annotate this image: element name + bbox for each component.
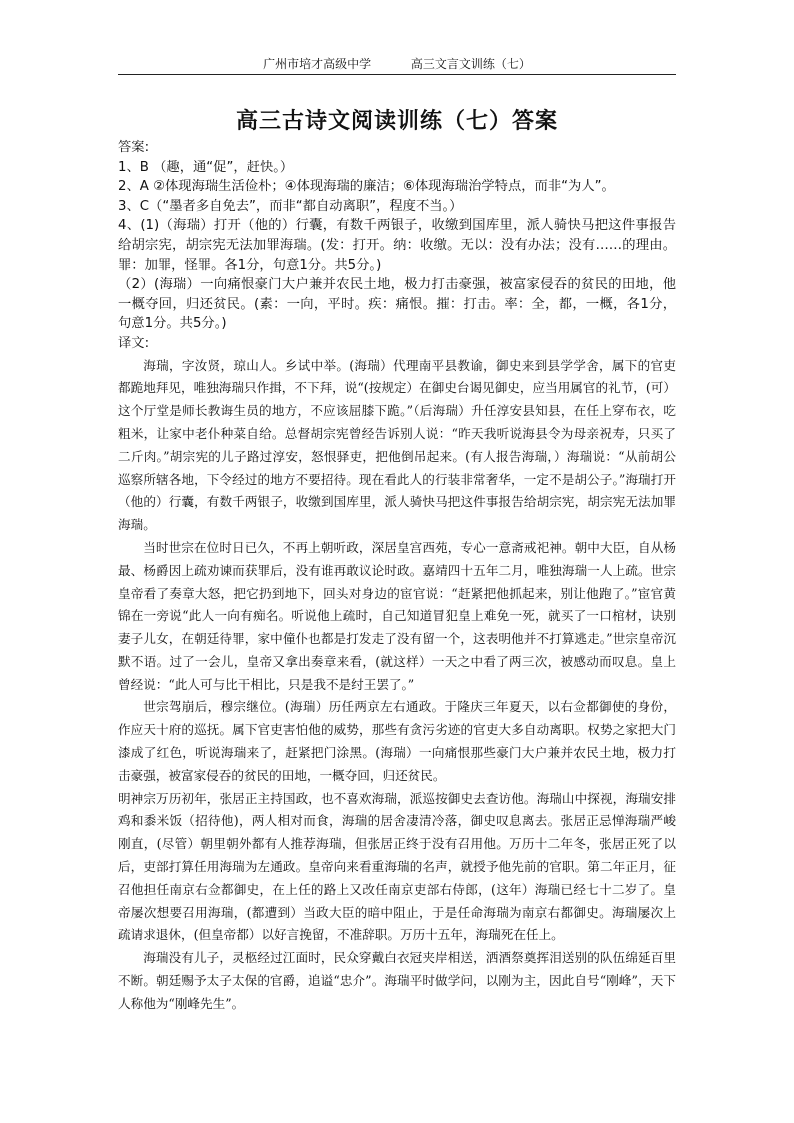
answer-item: 1、B （趣，通“促”，赶快。） <box>118 159 294 175</box>
answer-item: （2）(海瑞）一向痛恨豪门大户兼并农民土地，极力打击豪强，被富家侵吞的贫民的田地，他一概夺回，归还贫民。(素：一向，平时。疾：痛恨。摧：打击。率：全，都，一概，各1分，句意1分。共5分。) <box>118 277 676 332</box>
school-name: 广州市培才高级中学 <box>263 57 372 71</box>
translation-label: 译文: <box>118 335 150 351</box>
answers-section <box>118 138 676 334</box>
answer-item: 3、C（“墨者多自免去”，而非“都自动离职”，程度不当。） <box>118 198 463 214</box>
page-header <box>118 56 676 75</box>
page-title: 高三古诗文阅读训练（七）答案 <box>235 108 558 134</box>
translation-paragraph: 当时世宗在位时日已久，不再上朝听政，深居皇宫西苑，专心一意斋戒祀神。朝中大臣，自从杨最、杨爵因上疏劝谏而获罪后，没有谁再敢议论时政。嘉靖四十五年二月，唯独海瑞一人上疏。世宗皇帝看了奏章大怒，把它扔到地下，回头对身边的宦官说：“赶紧把他抓起来，别让他跑了。”宦官黄锦在一旁说“此人一向有痴名。听说他上疏时，自己知道冒犯皇上难免一死，就买了一口棺材，诀别妻子儿女，在朝廷待罪，家中僮仆也都是打发走了没有留一个，这表明他并不打算逃走。”世宗皇帝沉默不语。过了一会儿，皇帝又拿出奏章来看，(就这样）一天之中看了两三次，被感动而叹息。皇上曾经说：“此人可与比干相比，只是我不是纣王罢了。” <box>118 539 676 692</box>
document-name: 高三文言文训练（七） <box>410 57 531 71</box>
answers-label: 答案: <box>118 140 150 155</box>
translation-paragraph: 世宗驾崩后，穆宗继位。(海瑞）历任两京左右通政。于隆庆三年夏天，以右佥都御使的身份，作应天十府的巡抚。属下官吏害怕他的威势，那些有贪污劣迹的官吏大多自动离职。权势之家把大门漆成了红色，听说海瑞来了，赶紧把门涂黑。(海瑞）一向痛恨那些豪门大户兼并农民土地，极力打击豪强，被富家侵吞的贫民的田地，一概夺回，归还贫民。 <box>118 699 676 783</box>
translation-section <box>118 355 676 1016</box>
translation-paragraph: 海瑞，字汝贤，琼山人。乡试中举。(海瑞）代理南平县教谕，御史来到县学学舍，属下的官吏都跪地拜见，唯独海瑞只作揖，不下拜，说“(按规定）在御史台谒见御史，应当用属官的礼节，(可）这个厅堂是师长教诲生员的地方，不应该屈膝下跪。”（后海瑞）升任淳安县知县，在任上穿布衣，吃粗米，让家中老仆种菜自给。总督胡宗宪曾经告诉别人说：“昨天我听说海县令为母亲祝寿，只买了二斤肉。”胡宗宪的儿子路过淳安，怒恨驿吏，把他倒吊起来。(有人报告海瑞，）海瑞说：“从前胡公巡察所辖各地，下令经过的地方不要招待。现在看此人的行装非常奢华，一定不是胡公子。”海瑞打开（他的）行囊，有数千两银子，收缴到国库里，派人骑快马把这件事报告给胡宗宪，胡宗宪无法加罪海瑞。 <box>118 357 676 533</box>
document-body <box>118 138 676 1016</box>
answer-item: 4、(1)（海瑞）打开（他的）行囊，有数千两银子，收缴到国库里，派人骑快马把这件事报告给胡宗宪，胡宗宪无法加罪海瑞。(发：打开。纳：收缴。无以：没有办法；没有……的理由。罪：加罪，怪罪。各1分，句意1分。共5分。) <box>118 218 676 273</box>
answer-item: 2、A ②体现海瑞生活俭朴；④体现海瑞的廉洁；⑥体现海瑞治学特点，而非“为人”。 <box>118 179 615 195</box>
translation-paragraph: 海瑞没有儿子，灵柩经过江面时，民众穿戴白衣冠夹岸相送，洒酒祭奠挥泪送别的队伍绵延百里不断。朝廷赐予太子太保的官爵，追谥“忠介”。海瑞平时做学问，以刚为主，因此自号“刚峰”，天下人称他为“刚峰先生”。 <box>118 950 676 1011</box>
translation-paragraph: 明神宗万历初年，张居正主持国政，也不喜欢海瑞，派巡按御史去查访他。海瑞山中探视，海瑞安排鸡和黍米饭（招待他)，两人相对而食，海瑞的居舍凄清冷落，御史叹息离去。张居正忌惮海瑞严峻刚直，(尽管）朝里朝外都有人推荐海瑞，但张居正终于没有召用他。万历十二年冬，张居正死了以后，吏部打算任用海瑞为左通政。皇帝向来看重海瑞的名声，就授予他先前的官职。第二年正月，征召他担任南京右佥都御史，在上任的路上又改任南京吏部右侍郎，(这年）海瑞已经七十二岁了。皇帝屡次想要召用海瑞，(都遭到）当政大臣的暗中阻止，于是任命海瑞为南京右都御史。海瑞屡次上疏请求退休，(但皇帝都）以好言挽留，不准辞职。万历十五年，海瑞死在任上。 <box>118 790 676 943</box>
